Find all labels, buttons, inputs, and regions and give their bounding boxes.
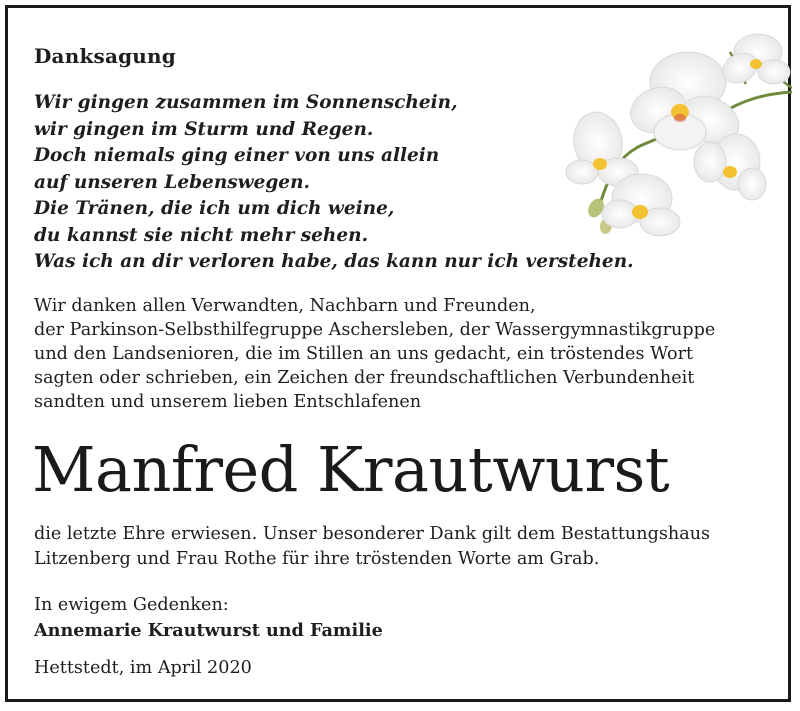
white-orchid-icon [560,22,792,242]
thanks-line: sagten oder schrieben, ein Zeichen der freundschaftlichen Verbundenheit [34,368,695,388]
poem-line: Wir gingen zusammen im Sonnenschein, [34,92,458,113]
thanks-line: der Parkinson-Selbsthilfegruppe Aschersleben, der Wassergymnastikgruppe [34,320,716,340]
poem-line: du kannst sie nicht mehr sehen. [34,224,369,246]
thanks-line: und den Landsenioren, die im Stillen an uns gedacht, ein tröstendes Wort [34,344,694,364]
poem-line: wir gingen im Sturm und Regen. [34,118,374,140]
thanks-line: Wir danken allen Verwandten, Nachbarn und Freunden, [34,296,536,316]
page-title: Danksagung [34,44,176,68]
poem-line: Was ich an dir verloren habe, das kann nur ich verstehen. [34,251,634,272]
poem-line: Die Tränen, die ich um dich weine, [34,198,395,219]
closing-line: die letzte Ehre erwiesen. Unser besonderer Dank gilt dem Bestattungshaus [34,524,711,544]
family-signature: Annemarie Krautwurst und Familie [34,620,383,641]
obituary-card [5,5,791,702]
poem-line: auf unseren Lebenswegen. [34,171,310,193]
thanks-line: sandten und unserem lieben Entschlafenen [34,392,422,412]
poem [34,90,634,276]
closing-paragraph [34,522,710,572]
deceased-name: Manfred Krautwurst [32,433,670,506]
closing-line: Litzenberg und Frau Rothe für ihre tröstenden Worte am Grab. [34,549,600,569]
poem-line: Doch niemals ging einer von uns allein [34,145,440,166]
memory-line: In ewigem Gedenken: [34,595,229,615]
memory-block [34,592,383,644]
thanks-paragraph [34,294,715,414]
place-date: Hettstedt, im April 2020 [34,658,252,678]
